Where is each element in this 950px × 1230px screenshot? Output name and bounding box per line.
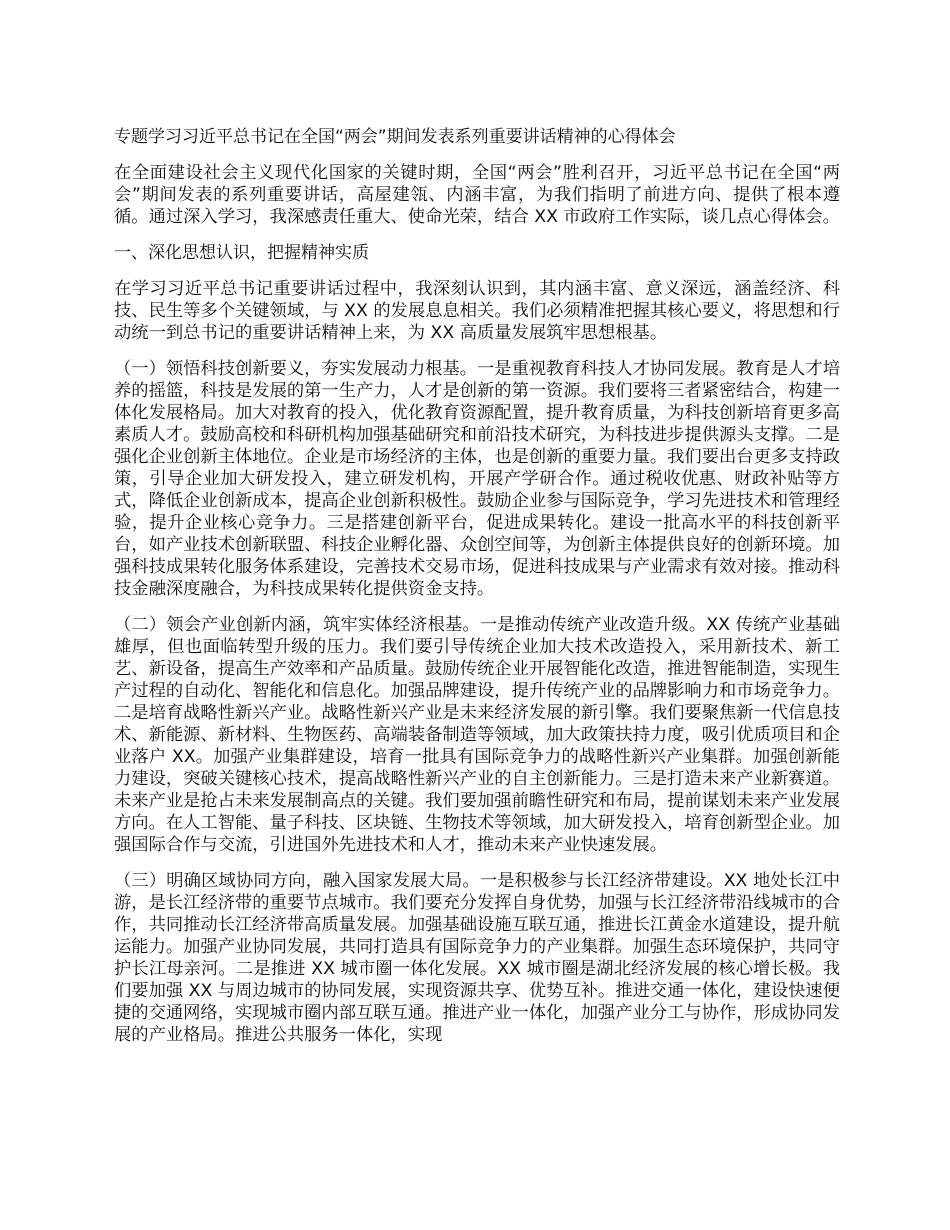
body-paragraph-regional-coordination: （三）明确区域协同方向，融入国家发展大局。一是积极参与长江经济带建设。XX 地处长江中游，是长江经济带的重要节点城市。我们要充分发挥自身优势，加强与长江经济带沿线城市的合作，共同推动长江经济带高质量发展。加强基础设施互联互通，推进长江黄金水道建设，提升航运能力。加强产业协同发展，共同打造具有国际竞争力的产业集群。加强生态环境保护，共同守护长江母亲河。二是推进 XX 城市圈一体化发展。XX 城市圈是湖北经济发展的核心增长极。我们要加强 XX 与周边城市的协同发展，实现资源共享、优势互补。推进交通一体化，建设快速便捷的交通网络，实现城市圈内部互联互通。推进产业一体化，加强产业分工与协作，形成协同发展的产业格局。推进公共服务一体化，实现	[114, 871, 840, 1045]
intro-paragraph: 在全面建设社会主义现代化国家的关键时期，全国“两会”胜利召开，习近平总书记在全国“两会”期间发表的系列重要讲话，高屋建瓴、内涵丰富，为我们指明了前进方向、提供了根本遵循。通过深入学习，我深感责任重大、使命光荣，结合 XX 市政府工作实际，谈几点心得体会。	[114, 163, 840, 227]
section-heading: 一、深化思想认识，把握精神实质	[114, 243, 369, 263]
body-paragraph-industry-innovation: （二）领会产业创新内涵，筑牢实体经济根基。一是推动传统产业改造升级。XX 传统产业基础雄厚，但也面临转型升级的压力。我们要引导传统企业加大技术改造投入，采用新技术、新工艺、新设备，提高生产效率和产品质量。鼓励传统企业开展智能化改造，推进智能制造，实现生产过程的自动化、智能化和信息化。加强品牌建设，提升传统产业的品牌影响力和市场竞争力。二是培育战略性新兴产业。战略性新兴产业是未来经济发展的新引擎。我们要聚焦新一代信息技术、新能源、新材料、生物医药、高端装备制造等领域，加大政策扶持力度，吸引优质项目和企业落户 XX。加强产业集群建设，培育一批具有国际竞争力的战略性新兴产业集群。加强创新能力建设，突破关键核心技术，提高战略性新兴产业的自主创新能力。三是打造未来产业新赛道。未来产业是抢占未来发展制高点的关键。我们要加强前瞻性研究和布局，提前谋划未来产业发展方向。在人工智能、量子科技、区块链、生物技术等领域，加大研发投入，培育创新型企业。加强国际合作与交流，引进国外先进技术和人才，推动未来产业快速发展。	[114, 615, 840, 855]
document-title: 专题学习习近平总书记在全国“两会”期间发表系列重要讲话精神的心得体会	[114, 127, 676, 147]
body-paragraph-tech-innovation: （一）领悟科技创新要义，夯实发展动力根基。一是重视教育科技人才协同发展。教育是人才培养的摇篮，科技是发展的第一生产力，人才是创新的第一资源。我们要将三者紧密结合，构建一体化发展格局。加大对教育的投入，优化教育资源配置，提升教育质量，为科技创新培育更多高素质人才。鼓励高校和科研机构加强基础研究和前沿技术研究，为科技进步提供源头支撑。二是强化企业创新主体地位。企业是市场经济的主体，也是创新的重要力量。我们要出台更多支持政策，引导企业加大研发投入，建立研发机构，开展产学研合作。通过税收优惠、财政补贴等方式，降低企业创新成本，提高企业创新积极性。鼓励企业参与国际竞争，学习先进技术和管理经验，提升企业核心竞争力。三是搭建创新平台，促进成果转化。建设一批高水平的科技创新平台，如产业技术创新联盟、科技企业孵化器、众创空间等，为创新主体提供良好的创新环境。加强科技成果转化服务体系建设，完善技术交易市场，促进科技成果与产业需求有效对接。推动科技金融深度融合，为科技成果转化提供资金支持。	[114, 359, 840, 599]
section-paragraph: 在学习习近平总书记重要讲话过程中，我深刻认识到，其内涵丰富、意义深远，涵盖经济、科技、民生等多个关键领域，与 XX 的发展息息相关。我们必须精准把握其核心要义，将思想和行动统一到总书记的重要讲话精神上来，为 XX 高质量发展筑牢思想根基。	[114, 279, 840, 343]
